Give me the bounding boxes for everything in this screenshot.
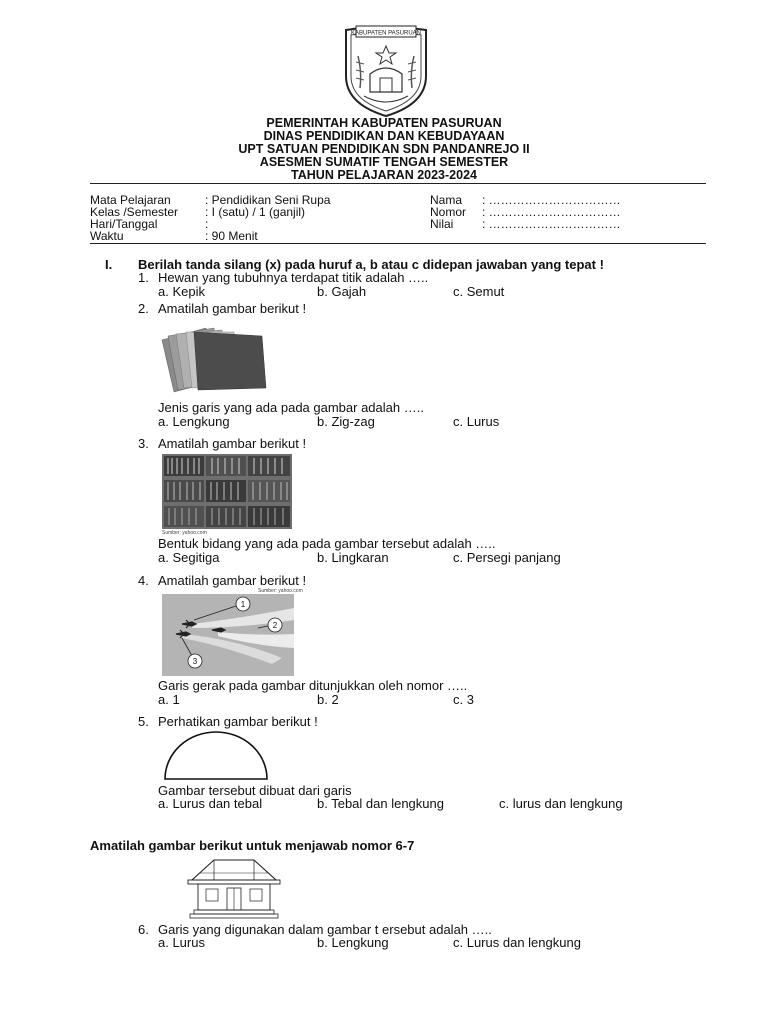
q5-number: 5. (138, 714, 149, 729)
q6-option-b: b. Lengkung (317, 935, 389, 950)
q3-number: 3. (138, 436, 149, 451)
q4-option-a: a. 1 (158, 692, 180, 707)
logo-text: KABUPATEN PASURUAN (350, 30, 422, 37)
header-divider (90, 183, 706, 184)
q4-marker-2: 2 (272, 621, 278, 630)
q3-bookshelf-image (162, 454, 292, 529)
q1-text: Hewan yang tubuhnya terdapat titik adalah ….. (158, 270, 429, 285)
q4-text: Amatilah gambar berikut ! (158, 573, 307, 588)
q2-text: Amatilah gambar berikut ! (158, 301, 307, 316)
q1-number: 1. (138, 270, 149, 285)
q2-subtext: Jenis garis yang ada pada gambar adalah ….. (158, 400, 424, 415)
q4-image-caption: Sumber: yahoo.com (258, 588, 303, 594)
kelas-value: : I (satu) / 1 (ganjil) (205, 205, 306, 219)
header-line-1: PEMERINTAH KABUPATEN PASURUAN (266, 116, 502, 130)
q3-text: Amatilah gambar berikut ! (158, 436, 307, 451)
header-line-2: DINAS PENDIDIKAN DAN KEBUDAYAAN (263, 129, 505, 143)
nomor-value: : …………………………… (482, 205, 621, 219)
q4-jets-image (162, 594, 294, 676)
section-roman: I. (105, 257, 113, 272)
section-instruction: Berilah tanda silang (x) pada huruf a, b atau c didepan jawaban yang tepat ! (138, 257, 604, 272)
q4-option-b: b. 2 (317, 692, 339, 707)
q2-number: 2. (138, 301, 149, 316)
q1-option-a: a. Kepik (158, 284, 205, 299)
q5-semicircle-image (162, 730, 270, 782)
q2-option-a: a. Lengkung (158, 414, 230, 429)
q5-option-b: b. Tebal dan lengkung (317, 796, 444, 811)
q6-number: 6. (138, 922, 149, 937)
nama-label: Nama (430, 193, 463, 207)
q4-marker-1: 1 (240, 600, 246, 609)
q3-option-b: b. Lingkaran (317, 550, 389, 565)
nama-value: : …………………………… (482, 193, 621, 207)
q3-subtext: Bentuk bidang yang ada pada gambar tersebut adalah ….. (158, 536, 496, 551)
waktu-label: Waktu (90, 229, 124, 243)
q2-option-b: b. Zig-zag (317, 414, 375, 429)
header-line-5: TAHUN PELAJARAN 2023-2024 (291, 168, 477, 182)
q3-option-c: c. Persegi panjang (453, 550, 561, 565)
q5-option-c: c. lurus dan lengkung (499, 796, 623, 811)
q2-paper-stack-image (158, 326, 268, 394)
header-line-4: ASESMEN SUMATIF TENGAH SEMESTER (259, 155, 509, 169)
q5-option-a: a. Lurus dan tebal (158, 796, 263, 811)
q6-text: Garis yang digunakan dalam gambar t ersebut adalah ….. (158, 922, 492, 937)
kabupaten-pasuruan-logo (340, 22, 432, 118)
nomor-label: Nomor (430, 205, 467, 219)
q4-subtext: Garis gerak pada gambar ditunjukkan oleh nomor ….. (158, 678, 468, 693)
info-divider (90, 243, 706, 244)
q3-image-caption: Sumber: yahoo.com (162, 530, 207, 536)
q1-option-b: b. Gajah (317, 284, 367, 299)
q6-option-a: a. Lurus (158, 935, 205, 950)
waktu-value: : 90 Menit (205, 229, 258, 243)
mapel-label: Mata Pelajaran (90, 193, 171, 207)
hari-label: Hari/Tanggal (90, 217, 158, 231)
header-line-3: UPT SATUAN PENDIDIKAN SDN PANDANREJO II (238, 142, 530, 156)
q1-option-c: c. Semut (453, 284, 505, 299)
q4-option-c: c. 3 (453, 692, 474, 707)
kelas-label: Kelas /Semester (90, 205, 179, 219)
nilai-label: Nilai (430, 217, 454, 231)
hari-value: : (205, 217, 209, 231)
house-image (186, 856, 282, 920)
q4-number: 4. (138, 573, 149, 588)
section2-instruction: Amatilah gambar berikut untuk menjawab nomor 6-7 (90, 838, 415, 853)
q4-marker-3: 3 (192, 657, 198, 666)
mapel-value: : Pendidikan Seni Rupa (205, 193, 331, 207)
q3-option-a: a. Segitiga (158, 550, 220, 565)
q6-option-c: c. Lurus dan lengkung (453, 935, 581, 950)
q5-subtext: Gambar tersebut dibuat dari garis (158, 783, 352, 798)
q2-option-c: c. Lurus (453, 414, 500, 429)
q5-text: Perhatikan gambar berikut ! (158, 714, 318, 729)
nilai-value: : …………………………… (482, 217, 621, 231)
